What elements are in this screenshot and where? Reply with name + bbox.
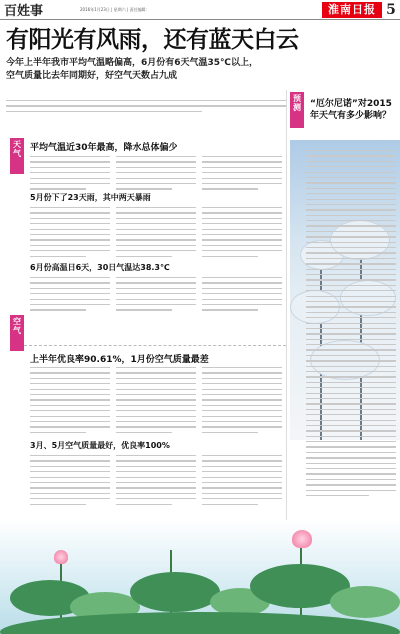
- air-body-col2: [116, 367, 196, 437]
- main-headline: 有阳光有风雨，还有蓝天白云: [6, 27, 299, 53]
- forecast-title: “厄尔尼诺”对2015年天气有多少影响？: [310, 99, 392, 121]
- weather-body-col3c: [202, 277, 282, 315]
- headline-block: [6, 26, 394, 83]
- column-separator: [286, 90, 287, 520]
- air-tag: 空气: [10, 315, 24, 351]
- air-heading: 上半年优良率90.61%，1月份空气质量最差: [30, 355, 209, 365]
- weather-body-col1b: [30, 207, 110, 261]
- lotus-flower-icon: [54, 550, 68, 564]
- lead-text-lines: [6, 100, 286, 116]
- lotus-footer-image: [0, 520, 400, 634]
- weather-tag: 天气: [10, 138, 24, 174]
- air-subheading-1: 3月、5月空气质量最好，优良率100%: [30, 441, 170, 450]
- weather-body-col3: [202, 156, 282, 194]
- page-header: [0, 0, 400, 20]
- section-name: 百姓事: [4, 4, 44, 19]
- weather-body-col2b: [116, 207, 196, 261]
- weather-subheading-2: 6月份高温日6天，30日气温达38.3℃: [30, 263, 170, 272]
- weather-body-col1c: [30, 277, 110, 315]
- weather-subheading-1: 5月份下了23天雨，其中两天暴雨: [30, 193, 151, 202]
- sub-headline: 今年上半年我市平均气温略偏高，6月份有6天气温35℃以上，空气质量比去年同期好，好空气天数占九成: [6, 58, 258, 81]
- air-body-col2b: [116, 455, 196, 509]
- weather-heading: 平均气温近30年最高，降水总体偏少: [30, 143, 178, 153]
- air-body-col3: [202, 367, 282, 437]
- air-body-col3b: [202, 455, 282, 509]
- forecast-tag: 预测: [290, 92, 304, 128]
- weather-body-col2: [116, 156, 196, 194]
- edition-info: 2016年1月23日 | 星期六 | 责任编辑：: [80, 6, 150, 12]
- air-body-col1: [30, 367, 110, 437]
- paper-name: 淮南日报: [322, 2, 382, 18]
- forecast-body: [306, 150, 396, 500]
- lotus-flower-icon: [292, 530, 312, 548]
- weather-body-col1: [30, 156, 110, 194]
- section-divider: [24, 345, 286, 346]
- weather-body-col2c: [116, 277, 196, 315]
- air-body-col1b: [30, 455, 110, 509]
- weather-body-col3b: [202, 207, 282, 261]
- page-number: 5: [386, 1, 396, 18]
